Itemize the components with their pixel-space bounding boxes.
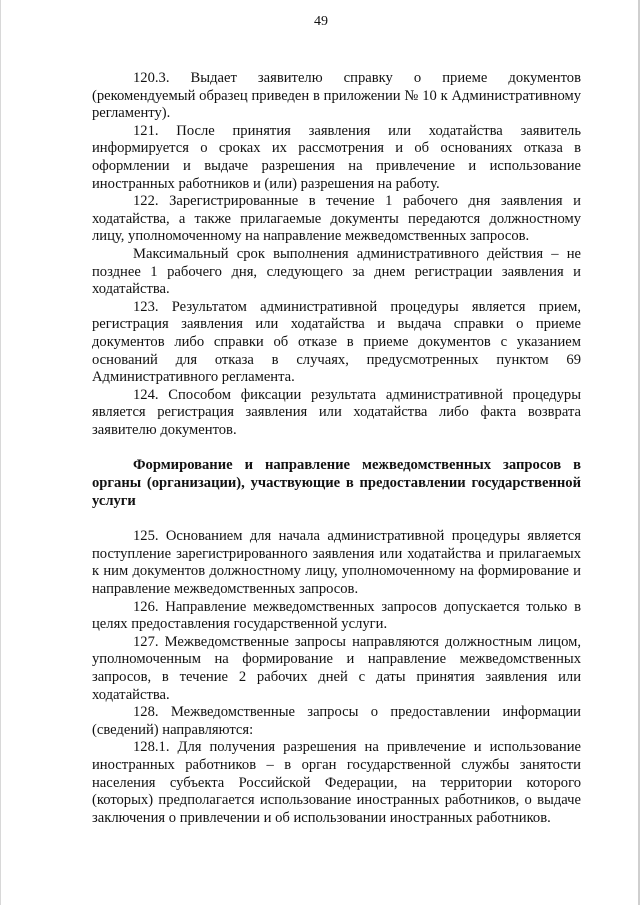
paragraph-max-term: Максимальный срок выполнения административного действия – не позднее 1 рабочего дня, следующего за днем регистрации заявления и ходатайства.: [92, 245, 581, 298]
paragraph-122: 122. Зарегистрированные в течение 1 рабочего дня заявления и ходатайства, а также прилагаемые документы передаются должностному лицу, уполномоченному на направление межведомственных запросов.: [92, 193, 581, 245]
paragraph-121: 121. После принятия заявления или ходатайства заявитель информируется о сроках их рассмотрения и об основаниях отказа в оформлении и выдаче разрешения на привлечение и использование иностранных работников и (или) разрешения на работу.: [92, 122, 581, 192]
page-number: 49: [314, 14, 328, 29]
section-heading: Формирование и направление межведомственных запросов в органы (организации), участвующие в предоставлении государственной услуги: [92, 457, 581, 509]
paragraph-120-3: 120.3. Выдает заявителю справку о приеме документов (рекомендуемый образец приведен в приложении № 10 к Административному регламенту).: [92, 70, 581, 122]
paragraph-123: 123. Результатом административной процедуры является прием, регистрация заявления или ходатайства и выдача справки о приеме документов либо справки об отказе в приеме документов с указанием оснований для отказа в случаях, предусмотренных пунктом 69 Административного регламента.: [92, 298, 581, 386]
paragraph-128: 128. Межведомственные запросы о предоставлении информации (сведений) направляются:: [92, 704, 581, 738]
paragraph-124: 124. Способом фиксации результата административной процедуры является регистрация заявления или ходатайства либо факта возврата заявителю документов.: [92, 386, 581, 438]
paragraph-127: 127. Межведомственные запросы направляются должностным лицом, уполномоченным на формирование и направление межведомственных запросов, в течение 2 рабочих дней с даты принятия заявления или ходатайства.: [92, 633, 581, 703]
document-body: [92, 70, 581, 827]
paragraph-125: 125. Основанием для начала административной процедуры является поступление зарегистрированного заявления или ходатайства и прилагаемых к ним документов должностному лицу, уполномоченному на формирование и направление межведомственных запросов.: [92, 528, 581, 598]
paragraph-128-1: 128.1. Для получения разрешения на привлечение и использование иностранных работников – в орган государственной службы занятости населения субъекта Российской Федерации, на территории которого (которых) предполагается использование иностранных работников, о выдаче заключения о привлечении и об использовании иностранных работников.: [92, 739, 581, 826]
paragraph-126: 126. Направление межведомственных запросов допускается только в целях предоставления государственной услуги.: [92, 598, 581, 633]
